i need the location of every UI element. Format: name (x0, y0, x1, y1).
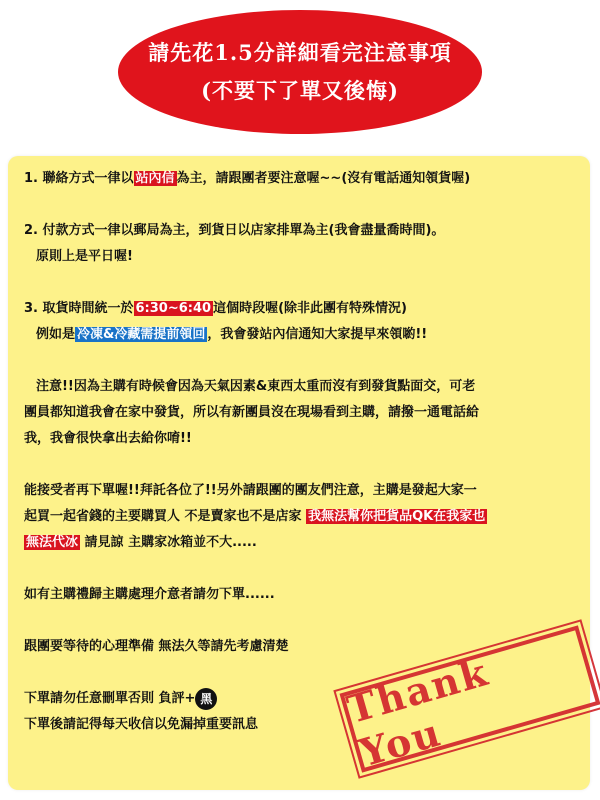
header-subtitle: (不要下了單又後悔) (201, 78, 399, 103)
highlight-pickup-time: 6:30~6:40 (135, 301, 212, 316)
paragraph-attention-3: 我，我會很快拿出去給你唷!! (24, 431, 192, 446)
stamp-text: Thank You (342, 648, 494, 776)
paragraph-accept-3: 無法代冰 請見諒 主購家冰箱並不大..... (26, 535, 257, 550)
black-mark-badge: 黑 (195, 688, 217, 710)
paragraph-accept-2: 起買一起省錢的主要購買人 不是賣家也不是店家 我無法幫你把貨品QK在我家也 (24, 509, 486, 524)
paragraph-mind: 如有主購禮歸主購處理介意者請勿下單...... (24, 587, 275, 602)
highlight-no-freezing: 無法代冰 (26, 535, 79, 550)
note-1: 1. 聯絡方式一律以 站內信 為主，請跟團者要注意喔~~(沒有電話通知領貨喔) (24, 171, 471, 186)
paragraph-no-cancel: 下單請勿任意刪單否則 負評+ 黑 (24, 686, 579, 712)
note-3: 3. 取貨時間統一於 6:30~6:40 這個時段喔(除非此團有特殊情況) (24, 301, 407, 316)
paragraph-check-mail: 下單後請記得每天收信以免漏掉重要訊息 (24, 717, 259, 732)
paragraph-accept: 能接受者再下單喔!!拜託各位了!!另外請跟團的團友們注意，主購是發起大家一 (24, 483, 477, 498)
paragraph-attention: 注意!!因為主購有時候會因為天氣因素&東西太重而沒有到發貨點面交，可老 (36, 379, 476, 394)
paragraph-wait: 跟團要等待的心理準備 無法久等請先考慮清楚 (24, 639, 289, 654)
note-2-detail: 原則上是平日喔! (36, 249, 133, 264)
paragraph-attention-2: 團員都知道我會在家中發貨，所以有新團員沒在現場看到主購，請撥一通電話給 (24, 405, 480, 420)
highlight-no-storage: 我無法幫你把貨品QK在我家也 (308, 509, 486, 524)
highlight-site-message: 站內信 (135, 171, 175, 186)
header-banner (118, 10, 482, 134)
note-3-detail: 例如是 冷凍&冷藏需提前領回 ，我會發站內信通知大家提早來領喲!! (36, 327, 428, 342)
header-title: 請先花1.5分詳細看完注意事項 (148, 40, 452, 65)
note-2: 2. 付款方式一律以郵局為主，到貨日以店家排單為主(我會盡量喬時間)。 (24, 223, 445, 238)
highlight-frozen: 冷凍&冷藏需提前領回 (77, 327, 206, 342)
